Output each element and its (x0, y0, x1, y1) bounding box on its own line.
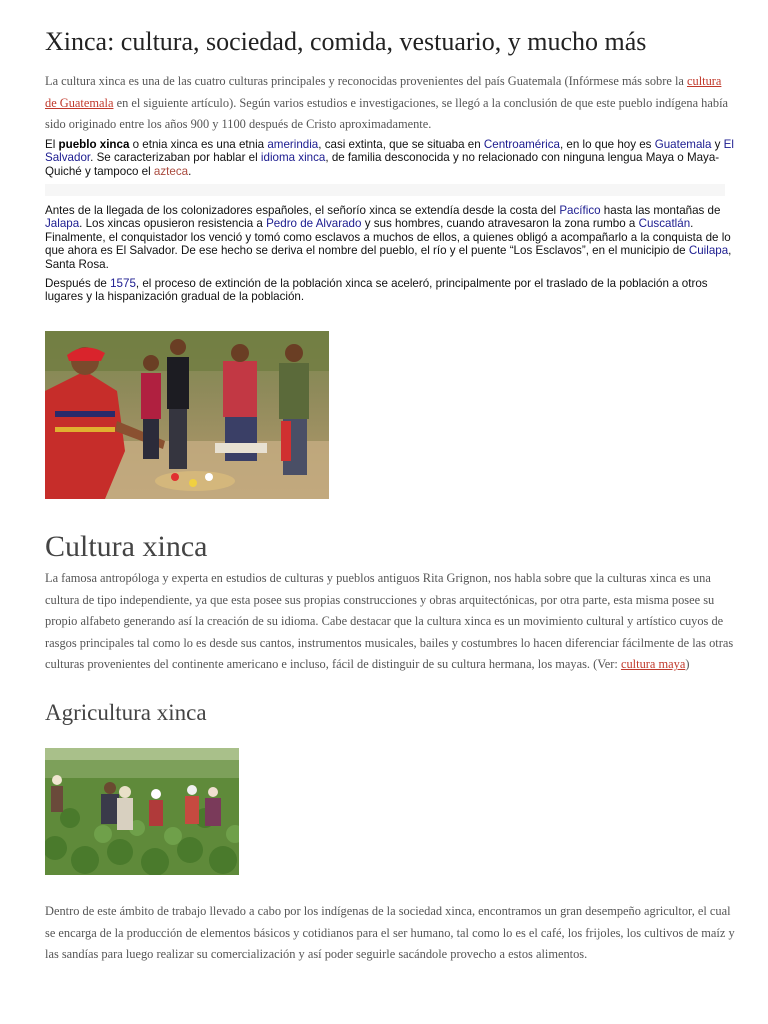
separator-band (45, 184, 725, 196)
paragraph-extincion: Después de 1575, el proceso de extinción de la población xinca se aceleró, principalmente por el traslado de la población a otros lugares y la hispanización gradual de la población. (45, 277, 708, 304)
paragraph-pueblo-xinca: El pueblo xinca o etnia xinca es una etnia amerindia, casi extinta, que se situaba en Centroamérica, en lo que hoy es Guatemala y El Salvador. Se caracterizaban por hablar el idioma xinca, de familia desconocida y no relacionado con ninguna lengua Maya o Maya-Quiché y tampoco el azteca. (45, 138, 734, 178)
link-el-salvador[interactable]: El Salvador (45, 138, 734, 165)
agriculture-illustration (45, 748, 239, 875)
xinca-people-photo (45, 331, 329, 499)
section-heading-agricultura: Agricultura xinca (45, 700, 207, 725)
section-heading-cultura: Cultura xinca (45, 530, 208, 563)
bold-pueblo-xinca: pueblo xinca (58, 138, 130, 151)
paragraph-agricultura: Dentro de este ámbito de trabajo llevado a cabo por los indígenas de la sociedad xinca, encontramos un gran desempeño agricultor, el cual se encarga de la producción de elementos básicos y cotidianos para el ser humano, tal como lo es el café, los frijoles, los cultivos de maíz y las sandías para luego realizar su comercialización y así poder seguirle sacándole provecho a estos alimentos. (45, 904, 735, 961)
link-cultura-maya[interactable]: cultura maya (620, 657, 686, 671)
link-centroamerica[interactable]: Centroamérica (483, 138, 560, 151)
link-pedro-de-alvarado[interactable]: Pedro de Alvarado (266, 217, 362, 231)
link-cuscatlan[interactable]: Cuscatlán (638, 217, 691, 231)
link-azteca[interactable]: azteca (153, 164, 189, 178)
link-amerindia[interactable]: amerindia (267, 138, 319, 151)
link-1575[interactable]: 1575 (110, 277, 136, 290)
intro-paragraph: La cultura xinca es una de las cuatro culturas principales y reconocidas provenientes del país Guatemala (Infórmese más sobre la cultura de Guatemala en el siguiente artículo). Según varios estudios e investigaciones, se llegó a la conclusión de que este pueblo indígena había sido originado entre los años 900 y 1100 después de Cristo aproximadamente. (45, 74, 729, 131)
link-guatemala[interactable]: Guatemala (654, 138, 712, 151)
paragraph-historia: Antes de la llegada de los colonizadores españoles, el señorío xinca se extendía desde la costa del Pacífico hasta las montañas de Jalapa. Los xincas opusieron resistencia a Pedro de Alvarado y sus hombres, cuando atravesaron la zona rumbo a Cuscatlán. Finalmente, el conquistador los venció y tomó como esclavos a muchos de ellos, a quienes obligó a acompañarlo a la conquista de lo que ahora es El Salvador. De ese hecho se deriva el nombre del pueblo, el río y el puente “Los Esclavos”, en el municipio de Cuilapa, Santa Rosa. (45, 204, 732, 271)
xinca-people-illustration (45, 331, 329, 499)
agriculture-field-photo (45, 748, 239, 875)
link-cuilapa[interactable]: Cuilapa (688, 244, 729, 258)
link-jalapa[interactable]: Jalapa (45, 217, 80, 231)
paragraph-cultura: La famosa antropóloga y experta en estudios de culturas y pueblos antiguos Rita Grignon, nos habla sobre que la culturas xinca es una cultura de tipo independiente, ya que esta posee sus propias construcciones y obras arquitectónicas, por otra parte, esta misma posee su propio alfabeto generando así la creación de su idioma. Cabe destacar que la cultura xinca es un movimiento cultural y artístico cuyos de rasgos principales tal como lo es desde sus cantos, instrumentos musicales, bailes y costumbres lo hacen diferenciar fácilmente de las otras culturas provenientes del continente americano e incluso, fácil de distinguir de su cultura hermana, los mayas. (Ver: cultura maya) (45, 571, 734, 671)
link-cultura-guatemala[interactable]: cultura de Guatemala (45, 74, 722, 110)
link-idioma-xinca[interactable]: idioma xinca (260, 151, 326, 165)
link-pacifico[interactable]: Pacífico (559, 204, 601, 217)
page-title: Xinca: cultura, sociedad, comida, vestuario, y mucho más (45, 27, 647, 56)
